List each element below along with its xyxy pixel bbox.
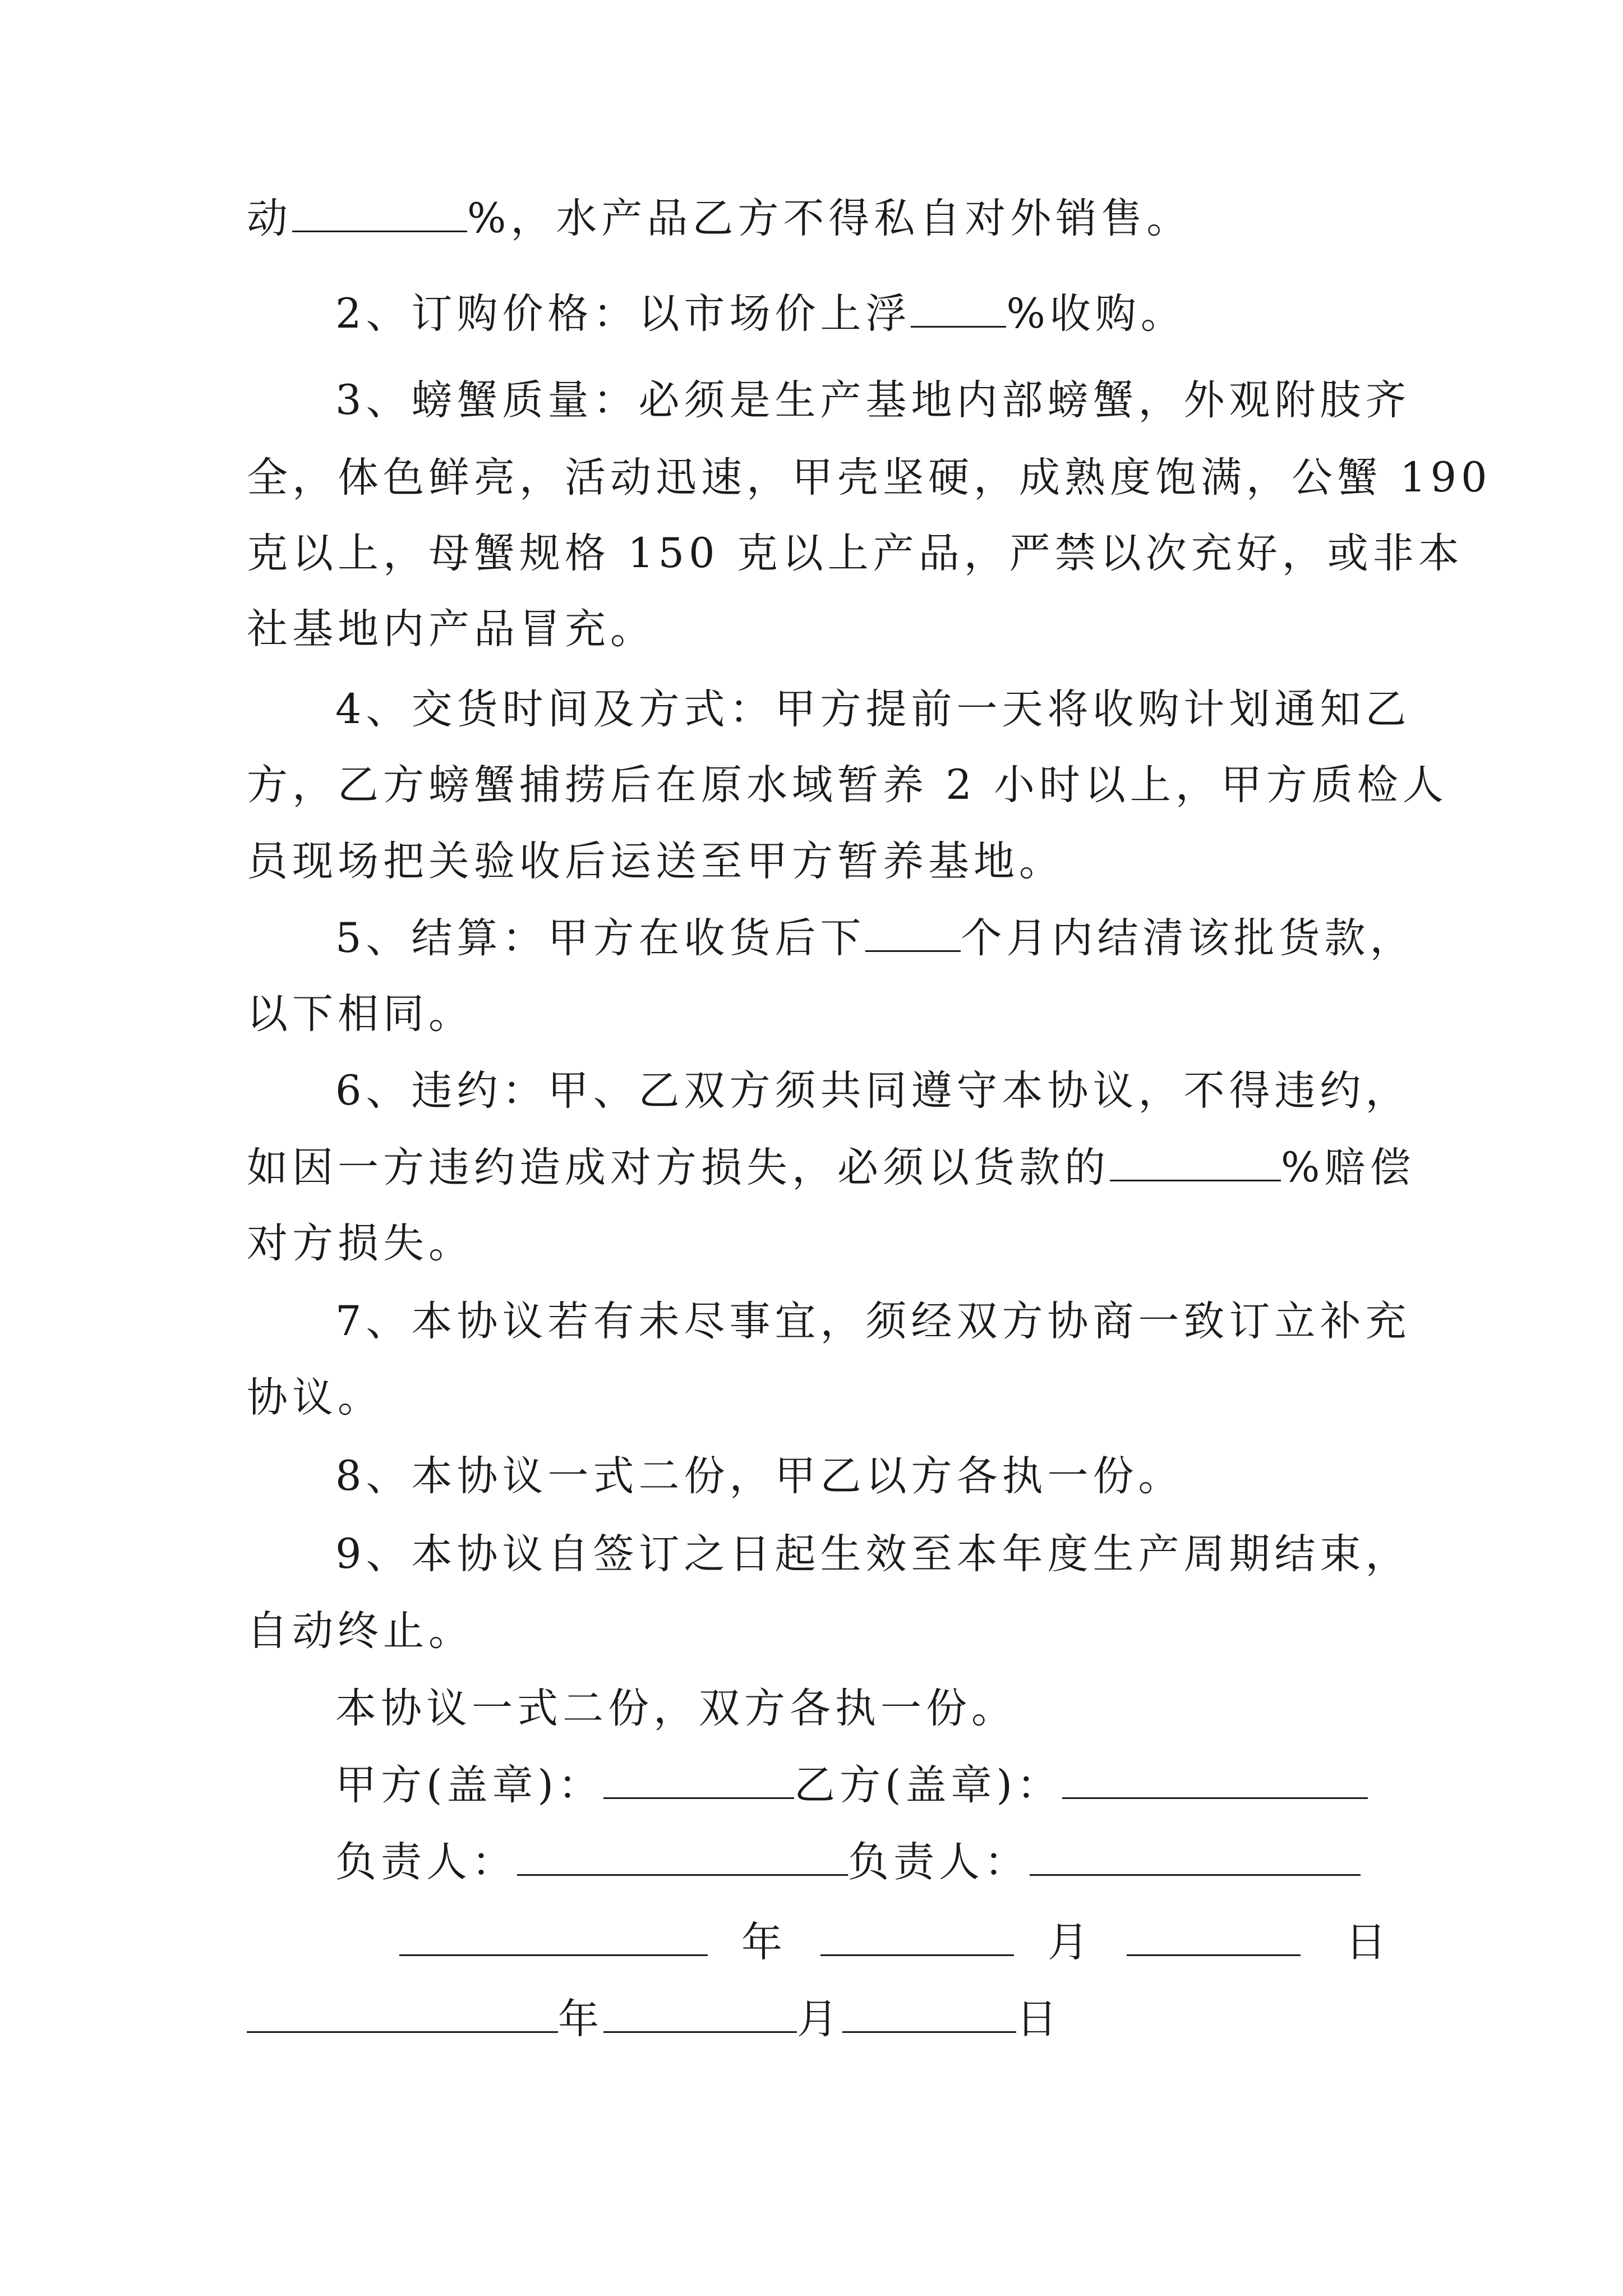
year-label: 年 xyxy=(741,1918,787,1966)
day-label: 日 xyxy=(1016,1995,1062,2043)
paragraph-line: 员现场把关验收后运送至甲方暂养基地。 xyxy=(247,838,1064,885)
fill-in-blank xyxy=(1110,1145,1281,1181)
paragraph-line: 8、本协议一式二份，甲乙以方各执一份。 xyxy=(335,1452,1184,1500)
date-line-party-a xyxy=(399,1915,1391,1971)
paragraph-line: 社基地内产品冒充。 xyxy=(247,605,656,653)
paragraph-line: 9、本协议自签订之日起生效至本年度生产周期结束， xyxy=(335,1530,1411,1578)
month-blank xyxy=(820,1920,1014,1956)
paragraph-line: 对方损失。 xyxy=(247,1220,474,1267)
signature-manager-line xyxy=(335,1834,1361,1890)
signature-seal-line xyxy=(335,1757,1368,1814)
paragraph-line: 本协议一式二份，双方各执一份。 xyxy=(335,1685,1017,1732)
day-blank xyxy=(842,1996,1016,2033)
year-label: 年 xyxy=(558,1995,603,2043)
paragraph-line: 方，乙方螃蟹捕捞后在原水域暂养 2 小时以上，甲方质检人 xyxy=(247,761,1448,809)
month-label: 月 xyxy=(797,1995,842,2043)
party-a-seal-label: 甲方(盖章)： xyxy=(335,1761,603,1809)
date-line-party-b xyxy=(247,1991,1062,2047)
month-label: 月 xyxy=(1048,1918,1093,1966)
paragraph-line: 2、订购价格：以市场价上浮 %收购。 xyxy=(335,290,1186,338)
party-b-seal-label: 乙方(盖章)： xyxy=(794,1761,1062,1809)
fill-in-blank xyxy=(865,915,961,952)
paragraph-line: 自动终止。 xyxy=(247,1607,474,1655)
year-blank xyxy=(247,1996,558,2033)
party-a-seal-blank xyxy=(603,1763,794,1799)
paragraph-line: 3、螃蟹质量：必须是生产基地内部螃蟹，外观附肢齐 xyxy=(335,376,1411,424)
fill-in-blank xyxy=(911,291,1006,328)
manager-b-blank xyxy=(1030,1839,1361,1876)
paragraph-line: 6、违约：甲、乙双方须共同遵守本协议，不得违约， xyxy=(335,1067,1411,1115)
paragraph-line: 以下相同。 xyxy=(247,990,474,1038)
paragraph-line: 7、本协议若有未尽事宜，须经双方协商一致订立补充 xyxy=(335,1297,1411,1345)
paragraph-line: 克以上，母蟹规格 150 克以上产品，严禁以次充好，或非本 xyxy=(247,530,1464,577)
paragraph-line: 全，体色鲜亮，活动迅速，甲壳坚硬，成熟度饱满，公蟹 190 xyxy=(247,454,1492,501)
paragraph-line: 4、交货时间及方式：甲方提前一天将收购计划通知乙 xyxy=(335,685,1411,733)
day-label: 日 xyxy=(1345,1918,1391,1966)
paragraph-line: 协议。 xyxy=(247,1374,383,1421)
manager-b-label: 负责人： xyxy=(848,1838,1030,1886)
paragraph-line: 动 %，水产品乙方不得私自对外销售。 xyxy=(247,195,1192,242)
paragraph-line: 5、结算：甲方在收货后下 个月内结清该批货款， xyxy=(335,914,1415,962)
manager-a-blank xyxy=(517,1839,848,1876)
manager-a-label: 负责人： xyxy=(335,1838,517,1886)
month-blank xyxy=(603,1996,797,2033)
paragraph-line: 如因一方违约造成对方损失，必须以货款的 %赔偿 xyxy=(247,1144,1415,1191)
party-b-seal-blank xyxy=(1062,1763,1368,1799)
fill-in-blank xyxy=(292,196,467,232)
year-blank xyxy=(399,1920,708,1956)
day-blank xyxy=(1127,1920,1301,1956)
